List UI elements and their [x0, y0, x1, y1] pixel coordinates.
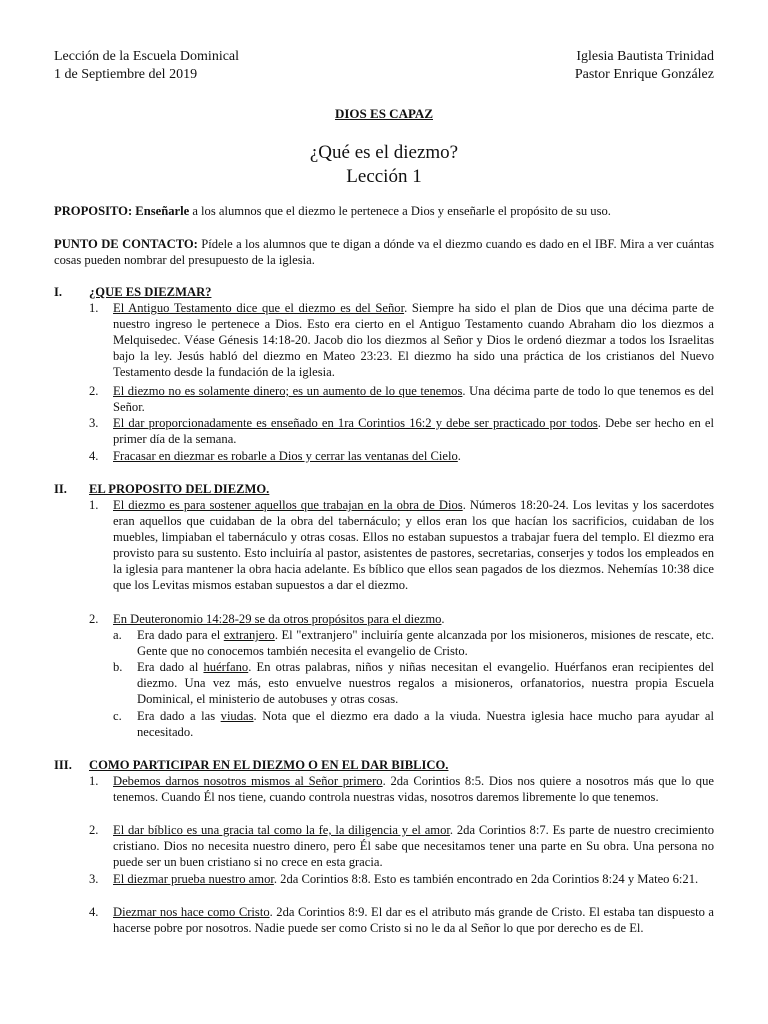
section-2-title: EL PROPOSITO DEL DIEZMO.	[89, 482, 270, 496]
list-item: 3. El dar proporcionadamente es enseñado en 1ra Corintios 16:2 y debe ser practicado por todos. Debe ser hecho en el primer día de la semana.	[89, 416, 714, 446]
list-item: 2. El diezmo no es solamente dinero; es un aumento de lo que tenemos. Una décima parte de todo lo que tenemos es del Señor.	[89, 384, 715, 414]
header-left	[54, 48, 239, 84]
main-title: DIOS ES CAPAZ	[334, 106, 433, 121]
proposito-paragraph	[54, 203, 714, 219]
list-item: 4. Fracasar en diezmar es robarle a Dios y cerrar las ventanas del Cielo.	[89, 449, 461, 463]
pastor-name: Pastor Enrique González	[574, 67, 714, 82]
church-name: Iglesia Bautista Trinidad	[576, 49, 714, 64]
list-item: 1. Debemos darnos nosotros mismos al Señor primero. 2da Corintios 8:5. Dios nos quiere a nosotros más que lo que tenemos. Cuando Él nos tiene, cuando controla nuestras vidas, nosotros daremos libremente lo que tenemos.	[89, 774, 714, 804]
section-1-title: ¿QUE ES DIEZMAR?	[89, 285, 212, 299]
proposito-label: PROPOSITO:	[54, 204, 133, 218]
header-right	[575, 48, 714, 84]
sub-list-item: c. Era dado a las viudas. Nota que el diezmo era dado a la viuda. Nuestra iglesia hace mucho para ayudar al necesitado.	[113, 709, 714, 739]
lesson-date: 1 de Septiembre del 2019	[54, 67, 198, 82]
list-item: 2. En Deuteronomio 14:28-29 se da otros propósitos para el diezmo.	[89, 612, 445, 626]
contacto-text: Pídele a los alumnos que te digan a dónde va el diezmo cuando es dado en el IBF. Mira a ver cuántas cosas pueden nombrar del presupuesto de la iglesia.	[54, 237, 714, 267]
list-item: 1. El diezmo es para sostener aquellos que trabajan en la obra de Dios. Números 18:20-24. Los levitas y los sacerdotes eran aquellos que cuidaban de la obra del tabernáculo; y ellos eran los que hacían los sacrificios, cuidaban de los muebles, limpiaban el tabernáculo y otras cosas. Ellos no estaban supuestos a trabajar fuera del templo. El diezmo era provisto para su sustento. Esto incluiría al pastor, asistentes de pastores, secretarias, conserjes y todos los empleados en la iglesia para mantener la obra hacia adelante. Es bíblico que ellos sean pagados de los diezmos. Nehemías 10:38 dice que los Levitas mismos estaban supuestos a dar el diezmo.	[89, 498, 714, 592]
lesson-name: Lección de la Escuela Dominical	[54, 49, 240, 64]
lesson-question: ¿Qué es el diezmo?	[309, 142, 459, 163]
list-item: 1. El Antiguo Testamento dice que el diezmo es del Señor. Siempre ha sido el plan de Dios que una décima parte de nuestro ingreso le pertenece a Dios. Esto era cierto en el Antiguo Testamento cuando Abraham dio los diezmos a Melquisedec. Véase Génesis 14:18-20. Jacob dio los diezmos al Señor y Dios le ordenó diezmar a todos los Israelitas bajo la ley. Jesús habló del diezmo en Mateo 23:23. El diezmo ha sido una práctica de los cristianos del Nuevo Testamento desde la fundación de la iglesia.	[89, 301, 715, 379]
section-2-number: II.	[54, 482, 67, 496]
list-item: 4. Diezmar nos hace como Cristo. 2da Corintios 8:9. El dar es el atributo más grande de Cristo. El estaba tan dispuesto a hacerse pobre por nosotros. Nadie puede ser como Cristo si no le da al Señor lo que por derecho es de El.	[89, 905, 714, 935]
section-2-heading	[54, 481, 269, 497]
lesson-number: Lección 1	[346, 166, 422, 187]
sub-list-item: b. Era dado al huérfano. En otras palabras, niños y niñas necesitan el evangelio. Huérfanos eran recipientes del diezmo. Una vez más, esto envuelve nuestros regalos a misioneros, orfanatorios, nuestra propia Escuela Dominical, el ministerio de autobuses y otras cosas.	[113, 660, 715, 706]
list-item: 2. El dar bíblico es una gracia tal como la fe, la diligencia y el amor. 2da Corintios 8:7. Es parte de nuestro crecimiento cristiano. Dios no necesita nuestro dinero, pero Él sabe que necesitamos tener una parte en Su obra. Una persona no puede ser un buen cristiano si no crece en esta gracia.	[89, 823, 714, 869]
contacto-label: PUNTO DE CONTACTO:	[54, 237, 198, 251]
section-3-title: COMO PARTICIPAR EN EL DIEZMO O EN EL DAR BIBLICO.	[89, 758, 449, 772]
proposito-text: a los alumnos que el diezmo le pertenece a Dios y enseñarle el propósito de su uso.	[189, 204, 611, 218]
section-3-heading	[54, 757, 448, 773]
proposito-bold: Enseñarle	[135, 204, 190, 218]
section-1-number: I.	[54, 285, 63, 299]
section-1-heading	[54, 284, 211, 300]
sub-list-item: a. Era dado para el extranjero. El "extranjero" incluiría gente alcanzada por los misioneros, misiones de rescate, etc. Gente que no conocemos también necesita el evangelio de Cristo.	[113, 628, 715, 658]
section-3-number: III.	[54, 758, 72, 772]
contacto-paragraph	[54, 236, 714, 268]
list-item: 3. El diezmar prueba nuestro amor. 2da Corintios 8:8. Esto es también encontrado en 2da Corintios 8:24 y Mateo 6:21.	[89, 872, 699, 886]
